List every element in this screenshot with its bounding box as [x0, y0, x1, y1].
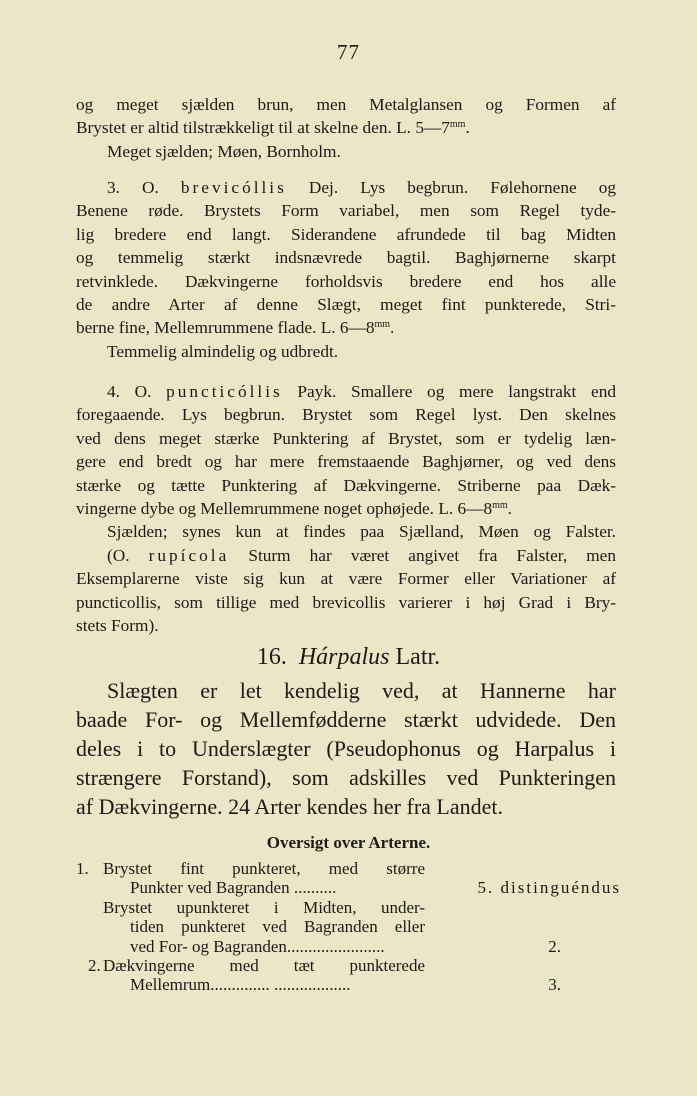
intro-paragraph — [76, 93, 616, 163]
species-heading-line: 3. O. brevicóllis Dej. Lys begbrun. Følehornene og — [107, 178, 616, 197]
key-row: Mellemrum.............. .................. 3. — [130, 975, 561, 995]
genus-name: Hárpalus — [298, 644, 390, 670]
remark-line: stets Form). — [76, 616, 159, 636]
text-line: gere end bredt og har mere fremstaaende Baghjørner, og ved dens — [76, 452, 616, 472]
key-number: 1. — [76, 859, 89, 878]
key-result: 2. — [548, 936, 561, 956]
remark-line: Eksemplarerne viste sig kun at være Former eller Variationer af — [76, 569, 616, 589]
text-line: og meget sjælden brun, men Metalglansen og Formen af — [76, 95, 616, 114]
locality-note: Meget sjælden; Møen, Bornholm. — [107, 141, 341, 161]
page-number: 77 — [337, 40, 360, 64]
text-line: deles i to Underslægter (Pseudophonus og Harpalus i — [76, 736, 616, 761]
text-line: af Dækvingerne. 24 Arter kendes her fra Landet. — [76, 794, 504, 819]
text-line: ved dens meget stærke Punktering af Brystet, som er tydelig læn- — [76, 428, 616, 448]
key-row: 1. Brystet fint punkteret, med større — [76, 859, 425, 878]
species-name: brevicóllis — [180, 178, 287, 197]
species-name: puncticóllis — [166, 382, 283, 401]
key-row: Punkter ved Bagranden .......... 5. distinguéndus — [130, 878, 621, 898]
genus-heading: 16. Hárpalus Latr. — [256, 644, 441, 670]
species-entry-brevicollis — [76, 176, 616, 363]
text-line: stærke og tætte Punktering af Dækvingerne. Striberne paa Dæk- — [76, 475, 616, 495]
text-line: Benene røde. Brystets Form variabel, men som Regel tyde- — [76, 201, 616, 221]
remark-line: puncticollis, som tillige med brevicollis varierer i høj Grad i Bry- — [76, 592, 616, 612]
remark-line: (O. rupícola Sturm har været angivet fra Falster, men — [107, 545, 616, 565]
species-name: rupícola — [148, 545, 230, 565]
text-line: lig bredere end langt. Siderandene afrundede til bag Midten — [76, 224, 616, 244]
locality-note: Sjælden; synes kun at findes paa Sjælland, Møen og Falster. — [107, 522, 616, 542]
key-result: 3. — [548, 975, 561, 995]
genus-description — [76, 676, 616, 821]
overview-title: Oversigt over Arterne. — [266, 833, 431, 852]
key-row: 2. Dækvingerne med tæt punkterede — [88, 955, 425, 975]
text-line: baade For- og Mellemfødderne stærkt udvidede. Den — [76, 707, 616, 732]
text-line: retvinklede. Dækvingerne forholdsvis bredere end hos alle — [76, 271, 616, 291]
key-number: 2. — [88, 955, 101, 975]
text-line: berne fine, Mellemrummene flade. L. $6—8^{mm}$. — [76, 318, 395, 338]
text-line: vingerne dybe og Mellemrummene noget ophøjede. L. $6—8^{mm}$. — [76, 499, 512, 519]
text-line: foregaaende. Lys begbrun. Brystet som Regel lyst. Den skelnes — [76, 405, 616, 425]
species-heading-line: 4. O. puncticóllis Payk. Smallere og mere langstrakt end — [107, 382, 616, 401]
text-line: Brystet er altid tilstrækkeligt til at skelne den. L. $5—7^{mm}$. — [76, 118, 470, 138]
species-key — [76, 859, 621, 995]
locality-note: Temmelig almindelig og udbredt. — [107, 341, 339, 361]
key-row: Brystet upunkteret i Midten, under- — [103, 897, 425, 917]
key-row: tiden punkteret ved Bagranden eller — [130, 917, 425, 937]
species-entry-puncticollis — [76, 380, 616, 637]
text-line: strængere Forstand), som adskilles ved Punkteringen — [76, 765, 616, 790]
key-row: ved For- og Bagranden....................... 2. — [130, 936, 561, 956]
text-line: Slægten er let kendelig ved, at Hannerne har — [107, 678, 616, 703]
key-result: 5. distinguéndus — [477, 878, 621, 898]
text-line: de andre Arter af denne Slægt, meget fint punkterede, Stri- — [76, 295, 616, 315]
text-line: og temmelig stærkt indsnævrede bagtil. Baghjørnerne skarpt — [76, 248, 616, 268]
